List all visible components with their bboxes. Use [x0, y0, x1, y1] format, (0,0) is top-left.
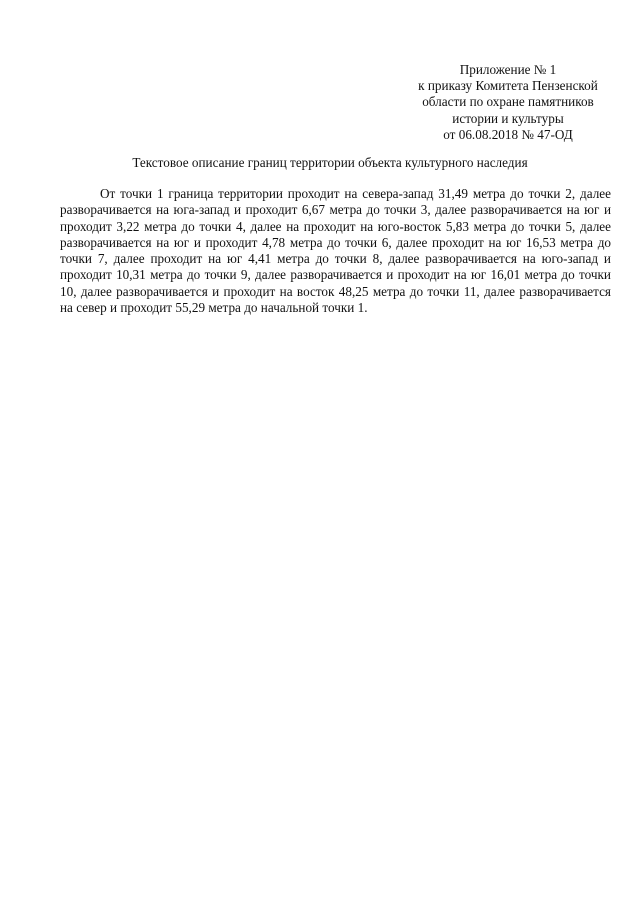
appendix-number: Приложение № 1 [459, 62, 557, 77]
document-title: Текстовое описание границ территории объекта культурного наследия [132, 155, 528, 170]
boundary-description: От точки 1 граница территории проходит на севера-запад 31,49 метра до точки 2, далее разворачивается на юга-запад и проходит 6,67 метра до точки 3, далее разворачивается на юг и проходит 3,22 метра до точки 4, далее на проходит на юго-восток 5,83 метра до точки 5, далее разворачивается на юг и проходит 4,78 метра до точки 6, далее проходит на юг 16,53 метра до точки 7, далее проходит на юг 4,41 метра до точки 8, далее разворачивается на юго-запад и проходит 10,31 метра до точки 9, далее разворачивается и проходит на юг 16,01 метра до точки 10, далее разворачивается и проходит на восток 48,25 метра до точки 11, далее разворачивается на север и проходит 55,29 метра до начальной точки 1. [60, 186, 611, 316]
appendix-order-date: от 06.08.2018 № 47-ОД [443, 126, 573, 142]
appendix-header [396, 62, 620, 143]
appendix-authority: области по охране памятников [422, 94, 594, 110]
appendix-authority-cont: истории и культуры [452, 110, 564, 126]
appendix-order-ref: к приказу Комитета Пензенской [418, 78, 598, 94]
